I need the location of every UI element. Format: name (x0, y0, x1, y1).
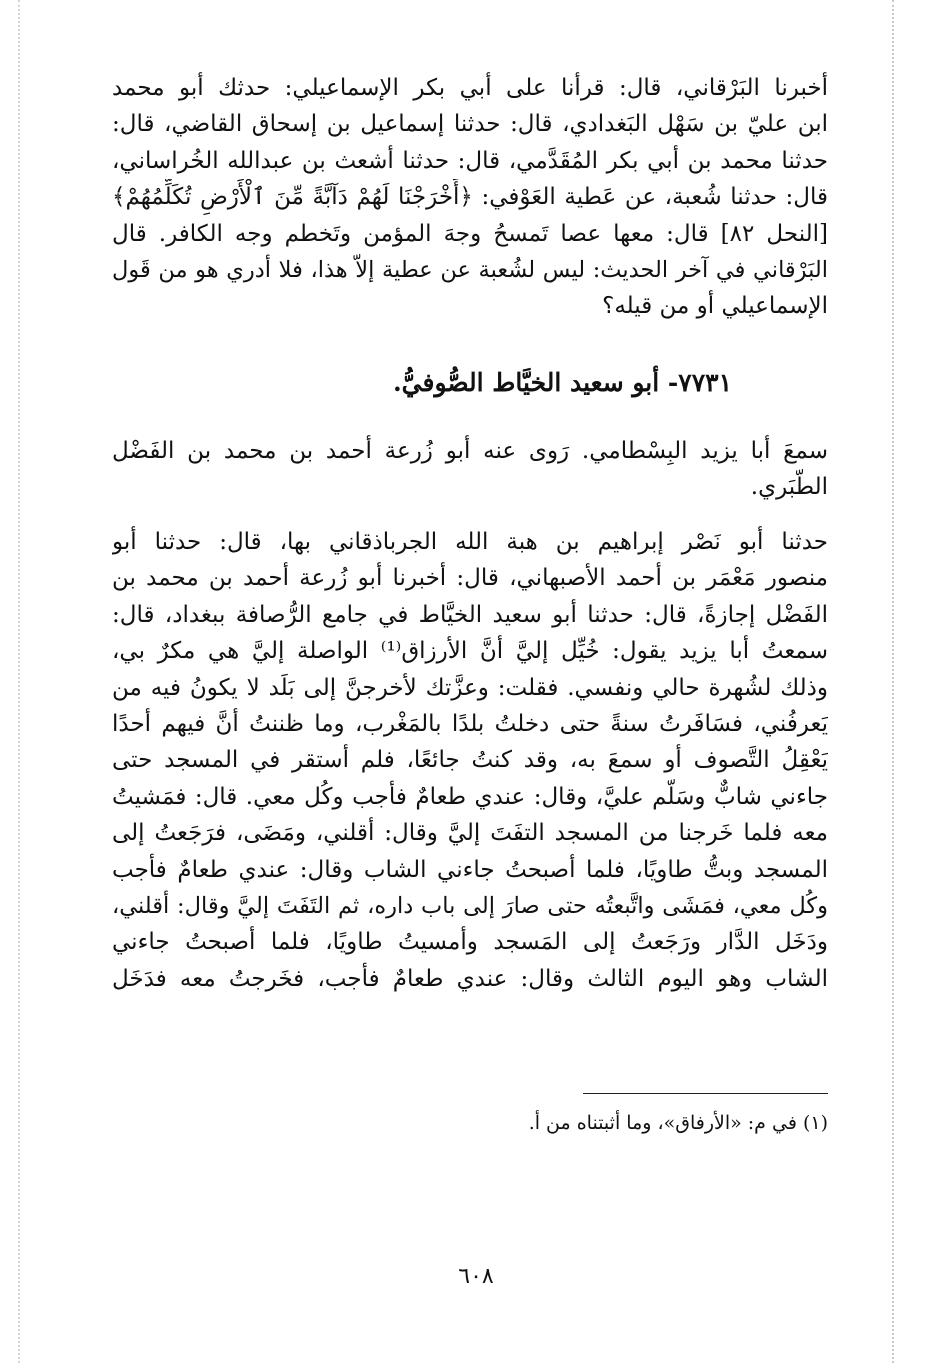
text-line: يَعْقِلُ التَّصوف أو سمعَ به، وقد كنتُ جائعًا، فلم أستقر في المسجد حتى (112, 747, 828, 774)
text-line: أخبرنا البَرْقاني، قال: قرأنا على أبي بكر الإسماعيلي: حدثك أبو محمد (112, 75, 828, 101)
text-line: الإسماعيلي أو من قيله؟ (602, 293, 828, 320)
text-line: [النحل ٨٢] قال: معها عصا تَمسحُ وجهَ المؤمن وتَخطم وجه الكافر. قال (112, 220, 828, 247)
entry-heading-text: ٧٧٣١- أبو سعيد الخيَّاط الصُّوفيُّ. (392, 368, 732, 397)
text-line: جاءني شابٌّ وسَلَّم عليَّ، وقال: عندي طعامٌ فأجب وكُل معي. قال: فمَشيتُ (112, 783, 828, 810)
text-line: الطَّبَري. (750, 474, 828, 501)
paragraph-3 (112, 524, 828, 997)
text-line: الشاب وهو اليوم الثالث وقال: عندي طعامٌ فأجب، فخَرجتُ معه فدَخَل (112, 965, 828, 992)
footnote-divider (583, 1093, 828, 1094)
page-number: ٦٠٨ (458, 1264, 494, 1289)
scan-dotted-edge-right (892, 0, 894, 1363)
text-line: المسجد وبتُّ طاويًا، فلما أصبحتُ جاءني الشاب وقال: عندي طعامٌ فأجب (112, 856, 828, 883)
text-line: يَعرفُني، فسَافَرتُ سنةً حتى دخلتُ بلدًا بالمَغْرب، وما ظننتُ أنَّ فيهم أحدًا (112, 711, 828, 738)
text-line: وذلك لشُهرة حالي ونفسي. فقلت: وعزَّتك لأخرجنَّ إلى بَلَد لا يكونُ فيه من (112, 674, 828, 701)
text-line: سمعتُ أبا يزيد يقول: خُيِّل إليَّ أنَّ الأرزاق⁽¹⁾ الواصلة إليَّ هي مكرٌ بي، (112, 638, 828, 665)
text-line: سمعَ أبا يزيد البِسْطامي. رَوى عنه أبو زُرعة أحمد بن محمد بن الفَضْل (112, 438, 828, 464)
scan-dotted-edge-left (18, 0, 20, 1363)
text-line: معه فلما خَرجنا من المسجد التفَتَ إليَّ وقال: أقلني، ومَضَى، فرَجَعتُ إلى (112, 820, 828, 847)
text-line: الفَضْل إجازةً، قال: حدثنا أبو سعيد الخيَّاط في جامع الرُّصافة ببغداد، قال: (112, 601, 828, 628)
text-line: منصور مَعْمَر بن أحمد الأصبهاني، قال: أخبرنا أبو زُرعة أحمد بن محمد بن (112, 565, 828, 592)
paragraph-1 (112, 70, 828, 325)
text-line: وكُل معي، فمَشَى واتَّبعتُه حتى صارَ إلى باب داره، ثم التَفَتَ إليَّ وقال: أقلني، (112, 893, 828, 920)
text-line: حدثنا أبو نَصْر إبراهيم بن هبة الله الجرباذقاني بها، قال: حدثنا أبو (112, 529, 828, 555)
text-line: ودَخَل الدَّار ورَجَعتُ إلى المَسجد وأمسيتُ طاويًا، فلما أصبحتُ جاءني (112, 929, 828, 956)
text-line: ابن عليّ بن سَهْل البَغدادي، قال: حدثنا إسماعيل بن إسحاق القاضي، قال: (112, 111, 828, 138)
footnote: (١) في م: «الأرفاق»، وما أثبتناه من أ. (528, 1112, 828, 1134)
text-line: البَرْقاني في آخر الحديث: ليس لشُعبة عن عطية إلاّ هذا، فلا أدري هو من قَول (112, 257, 828, 284)
text-line: قال: حدثنا شُعبة، عن عَطية العَوْفي: ﴿أَخْرَجْنَا لَهُمْ دَآبَّةً مِّنَ ٱلْأَرْضِ تُكَلِّمُهُمْ﴾ (112, 184, 828, 211)
entry-heading (112, 363, 828, 403)
text-line: حدثنا محمد بن أبي بكر المُقَدَّمي، قال: حدثنا أشعث بن عبدالله الخُراساني، (112, 147, 828, 174)
paragraph-2 (112, 433, 828, 506)
